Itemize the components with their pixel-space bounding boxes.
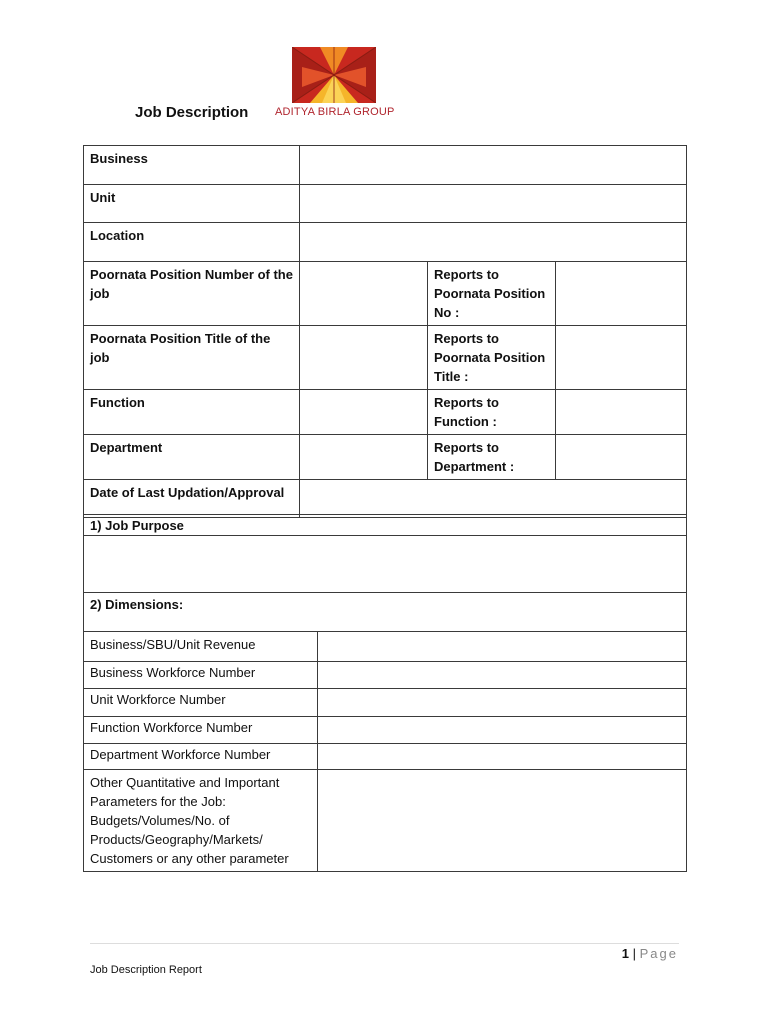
reports-position-title-label: Reports to Poornata Position Title : xyxy=(428,326,556,390)
revenue-value-cell[interactable] xyxy=(318,632,687,662)
department-workforce-value-cell[interactable] xyxy=(318,744,687,770)
department-label: Department xyxy=(84,435,300,480)
last-updation-value-cell[interactable] xyxy=(300,480,687,518)
function-workforce-label: Function Workforce Number xyxy=(84,717,318,744)
unit-workforce-label: Unit Workforce Number xyxy=(84,689,318,717)
other-parameters-value-cell[interactable] xyxy=(318,770,687,872)
reports-department-value-cell[interactable] xyxy=(556,435,687,480)
page-number-value: 1 xyxy=(621,946,630,961)
department-workforce-label: Department Workforce Number xyxy=(84,744,318,770)
department-value-cell[interactable] xyxy=(300,435,428,480)
location-value-cell[interactable] xyxy=(300,223,687,262)
reports-position-title-value-cell[interactable] xyxy=(556,326,687,390)
job-purpose-header: 1) Job Purpose xyxy=(84,515,687,536)
reports-function-label: Reports to Function : xyxy=(428,390,556,435)
position-number-value-cell[interactable] xyxy=(300,262,428,326)
reports-function-value-cell[interactable] xyxy=(556,390,687,435)
reports-position-no-label: Reports to Poornata Position No : xyxy=(428,262,556,326)
document-title: Job Description xyxy=(135,104,249,121)
last-updation-label: Date of Last Updation/Approval xyxy=(84,480,300,518)
unit-value-cell[interactable] xyxy=(300,185,687,223)
function-value-cell[interactable] xyxy=(300,390,428,435)
footer-report-title: Job Description Report xyxy=(90,964,202,976)
job-purpose-dimensions-table xyxy=(83,514,687,872)
logo-text: ADITYA BIRLA GROUP xyxy=(275,106,395,118)
unit-workforce-value-cell[interactable] xyxy=(318,689,687,717)
logo-emblem-icon xyxy=(292,47,376,103)
company-logo xyxy=(275,47,395,122)
business-label: Business xyxy=(84,146,300,185)
business-workforce-label: Business Workforce Number xyxy=(84,662,318,689)
job-details-table xyxy=(83,145,687,518)
business-value-cell[interactable] xyxy=(300,146,687,185)
location-label: Location xyxy=(84,223,300,262)
function-workforce-value-cell[interactable] xyxy=(318,717,687,744)
page-number xyxy=(622,946,678,961)
job-purpose-value-cell[interactable] xyxy=(84,536,687,593)
function-label: Function xyxy=(84,390,300,435)
page-word: Page xyxy=(639,946,678,961)
position-title-label: Poornata Position Title of the job xyxy=(84,326,300,390)
position-title-value-cell[interactable] xyxy=(300,326,428,390)
revenue-label: Business/SBU/Unit Revenue xyxy=(84,632,318,662)
dimensions-header: 2) Dimensions: xyxy=(84,593,687,632)
reports-position-no-value-cell[interactable] xyxy=(556,262,687,326)
page-separator: | xyxy=(629,946,640,961)
other-parameters-label: Other Quantitative and Important Parameters for the Job: Budgets/Volumes/No. of Products/Geography/Markets/ Customers or any other parameter xyxy=(84,770,318,872)
unit-label: Unit xyxy=(84,185,300,223)
position-number-label: Poornata Position Number of the job xyxy=(84,262,300,326)
reports-department-label: Reports to Department : xyxy=(428,435,556,480)
footer-divider xyxy=(90,943,679,944)
business-workforce-value-cell[interactable] xyxy=(318,662,687,689)
